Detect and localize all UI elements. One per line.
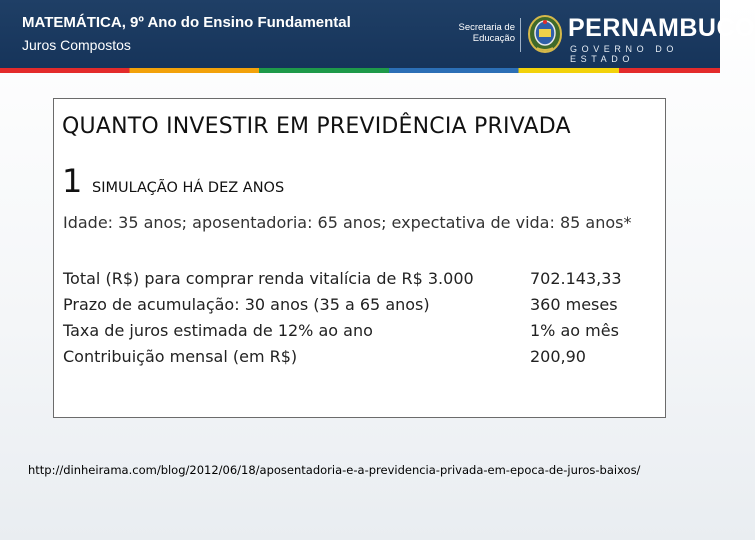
simulation-parameters: Idade: 35 anos; aposentadoria: 65 anos; expectativa de vida: 85 anos*: [63, 213, 632, 232]
row-label: Taxa de juros estimada de 12% ao ano: [63, 321, 373, 340]
simulation-number: 1: [62, 162, 83, 200]
brand-name: PERNAMBUCO: [568, 14, 755, 42]
content-card: [53, 98, 666, 418]
source-link[interactable]: http://dinheirama.com/blog/2012/06/18/aposentadoria-e-a-previdencia-privada-em-epoca-de-juros-baixos/: [28, 463, 641, 477]
row-value: 1% ao mês: [530, 321, 619, 340]
header-subtitle: Juros Compostos: [22, 37, 131, 53]
row-label: Total (R$) para comprar renda vitalícia de R$ 3.000: [63, 269, 474, 288]
secretaria-label: [455, 22, 515, 44]
brand-subtitle: GOVERNO DO ESTADO: [570, 44, 679, 64]
row-value: 702.143,33: [530, 269, 622, 288]
row-value: 360 meses: [530, 295, 618, 314]
values-column: [530, 266, 622, 370]
header-bar: [0, 0, 755, 68]
row-label: Contribuição mensal (em R$): [63, 347, 298, 366]
header-title: MATEMÁTICA, 9º Ano do Ensino Fundamental: [22, 14, 351, 31]
row-label: Prazo de acumulação: 30 anos (35 a 65 anos): [63, 295, 430, 314]
color-stripe: [0, 68, 720, 73]
secretaria-line1: Secretaria de: [458, 22, 515, 33]
state-seal-icon: [527, 14, 563, 54]
simulation-label: SIMULAÇÃO HÁ DEZ ANOS: [92, 180, 285, 196]
row-value: 200,90: [530, 347, 586, 366]
card-title: QUANTO INVESTIR EM PREVIDÊNCIA PRIVADA: [62, 114, 571, 139]
labels-column: [63, 266, 474, 370]
secretaria-line2: Educação: [472, 33, 515, 44]
logo-divider: [520, 18, 521, 52]
